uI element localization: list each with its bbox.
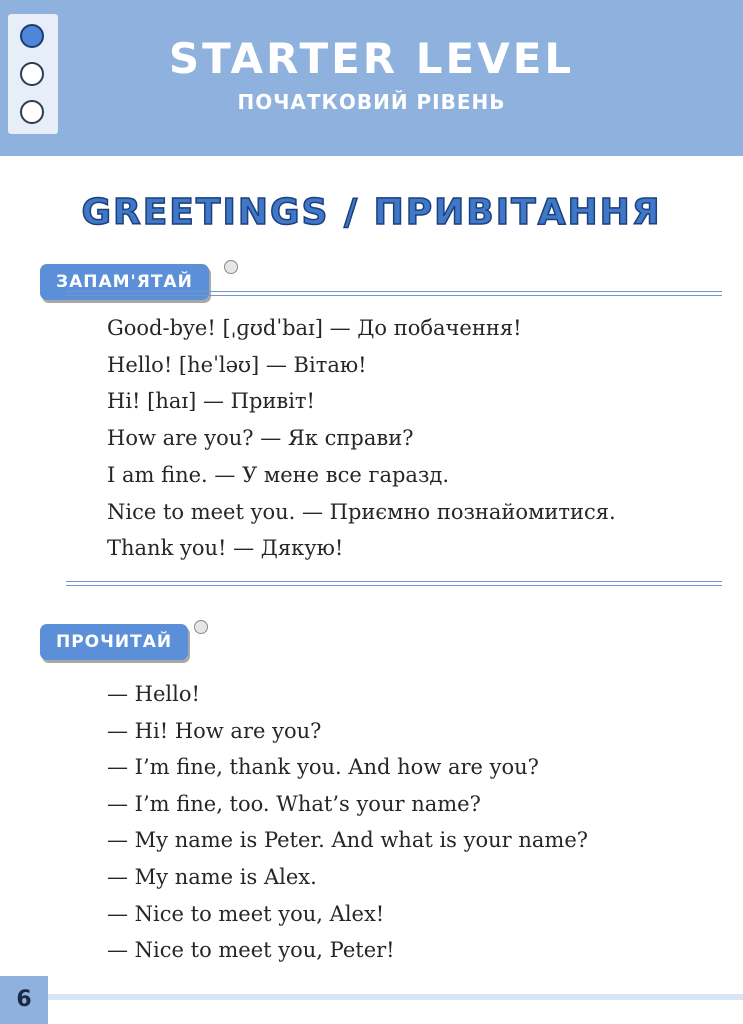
text-line: How are you? — Як справи? bbox=[107, 426, 414, 451]
text-line: I am fine. — У мене все гаразд. bbox=[107, 462, 450, 487]
text-line: — Nice to meet you, Alex! bbox=[107, 901, 385, 926]
text-line: — I’m fine, thank you. And how are you? bbox=[107, 755, 539, 780]
page-title: GREETINGS / ПРИВІТАННЯ bbox=[81, 192, 662, 233]
divider bbox=[66, 291, 722, 296]
text-line: Good-bye! [ˌɡʊdˈbaɪ] — До побачення! bbox=[107, 316, 522, 340]
page-number: 6 bbox=[0, 976, 48, 1024]
pin-icon bbox=[194, 620, 208, 634]
level-subtitle: ПОЧАТКОВИЙ РІВЕНЬ bbox=[237, 90, 506, 114]
level-header bbox=[0, 0, 743, 156]
text-line: Nice to meet you. — Приємно познайомитися. bbox=[107, 499, 616, 524]
text-line: — Hi! How are you? bbox=[107, 718, 322, 743]
remember-section-label: ЗАПАМ'ЯТАЙ bbox=[40, 264, 209, 300]
text-line: Hello! [heˈləʊ] — Вітаю! bbox=[107, 352, 367, 377]
divider bbox=[66, 581, 722, 586]
level-title: STARTER LEVEL bbox=[168, 34, 575, 83]
read-section-label: ПРОЧИТАЙ bbox=[40, 624, 188, 660]
text-line: — My name is Alex. bbox=[107, 865, 317, 889]
footer-band bbox=[48, 994, 743, 1000]
text-line: Hi! [haɪ] — Привіт! bbox=[107, 389, 315, 414]
text-line: — I’m fine, too. What’s your name? bbox=[107, 791, 481, 816]
text-line: — Hello! bbox=[107, 682, 200, 706]
text-line: — Nice to meet you, Peter! bbox=[107, 938, 395, 963]
text-line: Thank you! — Дякую! bbox=[107, 536, 344, 561]
pin-icon bbox=[224, 260, 238, 274]
text-line: — My name is Peter. And what is your name? bbox=[107, 828, 589, 853]
